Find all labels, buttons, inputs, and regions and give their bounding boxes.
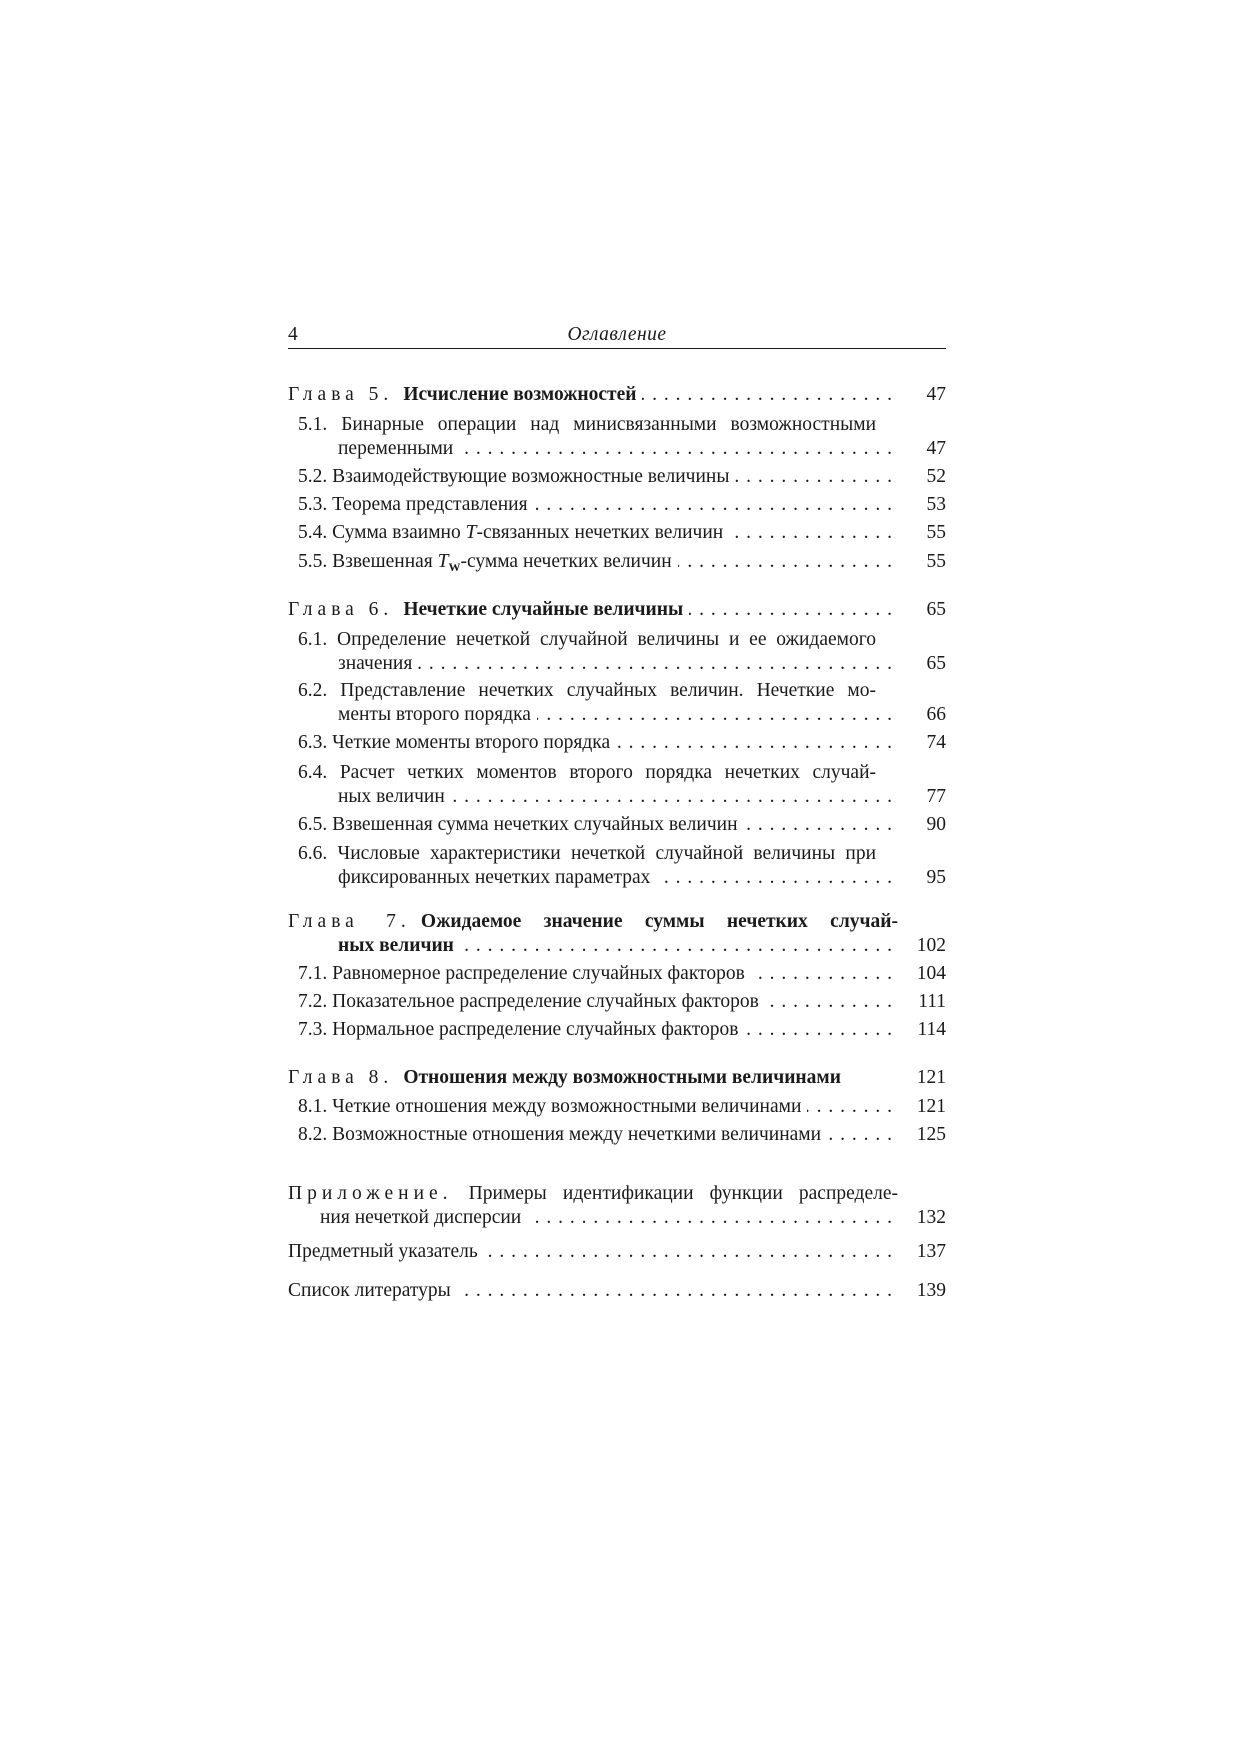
section-number: 6.1. [298, 629, 328, 650]
toc-section-6-6[interactable] [288, 842, 946, 890]
section-title: Четкие моменты второго порядка [332, 732, 611, 753]
page-ref: 77 [926, 786, 946, 807]
references-title: Список литературы [288, 1280, 451, 1301]
math-symbol: T [437, 551, 449, 572]
toc-section-6-1[interactable] [288, 628, 946, 676]
section-title: Взаимодействующие возможностные величины [332, 466, 730, 487]
page-ref: 55 [926, 522, 946, 543]
section-number: 6.2. [298, 680, 328, 701]
page-ref: 139 [916, 1280, 946, 1301]
page-ref: 132 [916, 1207, 946, 1228]
chapter-title-line2: ных величин [338, 935, 454, 956]
toc-section-6-5[interactable] [288, 813, 946, 837]
toc-section-5-2[interactable] [288, 465, 946, 489]
running-head [288, 324, 946, 349]
toc-section-7-3[interactable] [288, 1018, 946, 1042]
appendix-title-line1: Примеры идентификации функции распределе- [468, 1183, 898, 1204]
chapter-label: Глава 7. [288, 911, 411, 932]
section-number: 7.1. [298, 963, 328, 984]
chapter-label: Глава 5. [288, 384, 394, 405]
toc-section-5-1[interactable] [288, 413, 946, 461]
section-title-line1: Расчет четких моментов второго порядка нечетких случай- [339, 762, 876, 783]
math-symbol: T [465, 522, 477, 543]
section-title: Показательное распределение случайных факторов [332, 991, 759, 1012]
section-title-line1: Определение нечеткой случайной величины и ее ожидаемого [337, 629, 877, 650]
toc-chapter-7[interactable] [288, 910, 946, 958]
chapter-title: Нечеткие случайные величины [403, 599, 684, 620]
page-ref: 95 [926, 867, 946, 888]
page-ref: 104 [916, 963, 946, 984]
toc-section-8-1[interactable] [288, 1095, 946, 1119]
toc-chapter-6[interactable] [288, 598, 946, 622]
page-ref: 111 [918, 991, 946, 1012]
toc-section-6-2[interactable] [288, 679, 946, 727]
toc-section-5-3[interactable] [288, 493, 946, 517]
section-number: 6.4. [298, 762, 328, 783]
section-title-line1: Представление нечетких случайных величин. Нечеткие мо- [340, 680, 876, 701]
section-title: Равномерное распределение случайных факторов [332, 963, 745, 984]
toc-references[interactable] [288, 1279, 946, 1303]
toc-section-6-3[interactable] [288, 731, 946, 755]
toc-section-5-4[interactable] [288, 521, 946, 545]
chapter-label: Глава 8. [288, 1067, 394, 1088]
page-number: 4 [288, 324, 298, 345]
toc-section-8-2[interactable] [288, 1123, 946, 1147]
chapter-label: Глава 6. [288, 599, 394, 620]
page-ref: 65 [926, 599, 946, 620]
page-ref: 137 [916, 1241, 946, 1262]
section-title: Возможностные отношения между нечеткими величинами [332, 1124, 822, 1145]
section-title: Теорема представления [332, 494, 528, 515]
section-title: Четкие отношения между возможностными величинами [332, 1096, 802, 1117]
toc-section-5-5[interactable] [288, 550, 946, 574]
running-title: Оглавление [567, 324, 667, 345]
section-number: 7.2. [298, 991, 328, 1012]
page-ref: 102 [916, 935, 946, 956]
section-title-line2: менты второго порядка [338, 704, 531, 725]
page-ref: 90 [926, 814, 946, 835]
chapter-title: Отношения между возможностными величинами [403, 1067, 841, 1088]
toc-section-7-1[interactable] [288, 962, 946, 986]
section-number: 5.2. [298, 466, 328, 487]
toc-section-6-4[interactable] [288, 761, 946, 809]
section-title-line2: ных величин [338, 786, 445, 807]
appendix-label: Приложение. [288, 1183, 453, 1204]
toc-chapter-5[interactable] [288, 383, 946, 407]
section-number: 6.5. [298, 814, 328, 835]
page-ref: 47 [926, 384, 946, 405]
page-ref: 47 [926, 438, 946, 459]
section-number: 8.2. [298, 1124, 328, 1145]
page-ref: 121 [916, 1096, 946, 1117]
page-ref: 65 [926, 653, 946, 674]
appendix-title-line2: ния нечеткой дисперсии [320, 1207, 522, 1228]
section-number: 5.5. [298, 551, 328, 572]
page-ref: 114 [917, 1019, 946, 1040]
section-title: Взвешенная сумма нечетких случайных величин [332, 814, 738, 835]
toc-appendix[interactable] [288, 1182, 946, 1230]
section-title-line2: переменными [338, 438, 454, 459]
chapter-title: Исчисление возможностей [403, 384, 637, 405]
section-title-a: Сумма взаимно [332, 522, 466, 543]
page-ref: 52 [926, 466, 946, 487]
section-title: Нормальное распределение случайных факторов [332, 1019, 739, 1040]
toc-index[interactable] [288, 1240, 946, 1264]
section-title-line2: фиксированных нечетких параметрах [338, 867, 651, 888]
section-number: 5.1. [298, 414, 328, 435]
page-ref: 121 [916, 1067, 946, 1088]
toc-chapter-8[interactable] [288, 1066, 946, 1090]
section-number: 7.3. [298, 1019, 328, 1040]
section-number: 5.4. [298, 522, 328, 543]
page-ref: 74 [926, 732, 946, 753]
section-title-line2: значения [338, 653, 413, 674]
math-subscript: W [448, 560, 461, 574]
section-title-b: -связанных нечетких величин [476, 522, 724, 543]
toc-section-7-2[interactable] [288, 990, 946, 1014]
page-ref: 125 [916, 1124, 946, 1145]
page-ref: 53 [926, 494, 946, 515]
page-ref: 66 [926, 704, 946, 725]
section-number: 6.6. [298, 843, 328, 864]
section-title-line1: Бинарные операции над минисвязанными возможностными [341, 414, 877, 435]
page-ref: 55 [926, 551, 946, 572]
section-number: 5.3. [298, 494, 328, 515]
chapter-title-line1: Ожидаемое значение суммы нечетких случай- [420, 911, 898, 932]
section-title-a: Взвешенная [332, 551, 438, 572]
section-title-b: -сумма нечетких величин [460, 551, 672, 572]
section-number: 8.1. [298, 1096, 328, 1117]
section-number: 6.3. [298, 732, 328, 753]
index-title: Предметный указатель [288, 1241, 478, 1262]
section-title-line1: Числовые характеристики нечеткой случайной величины при [337, 843, 877, 864]
